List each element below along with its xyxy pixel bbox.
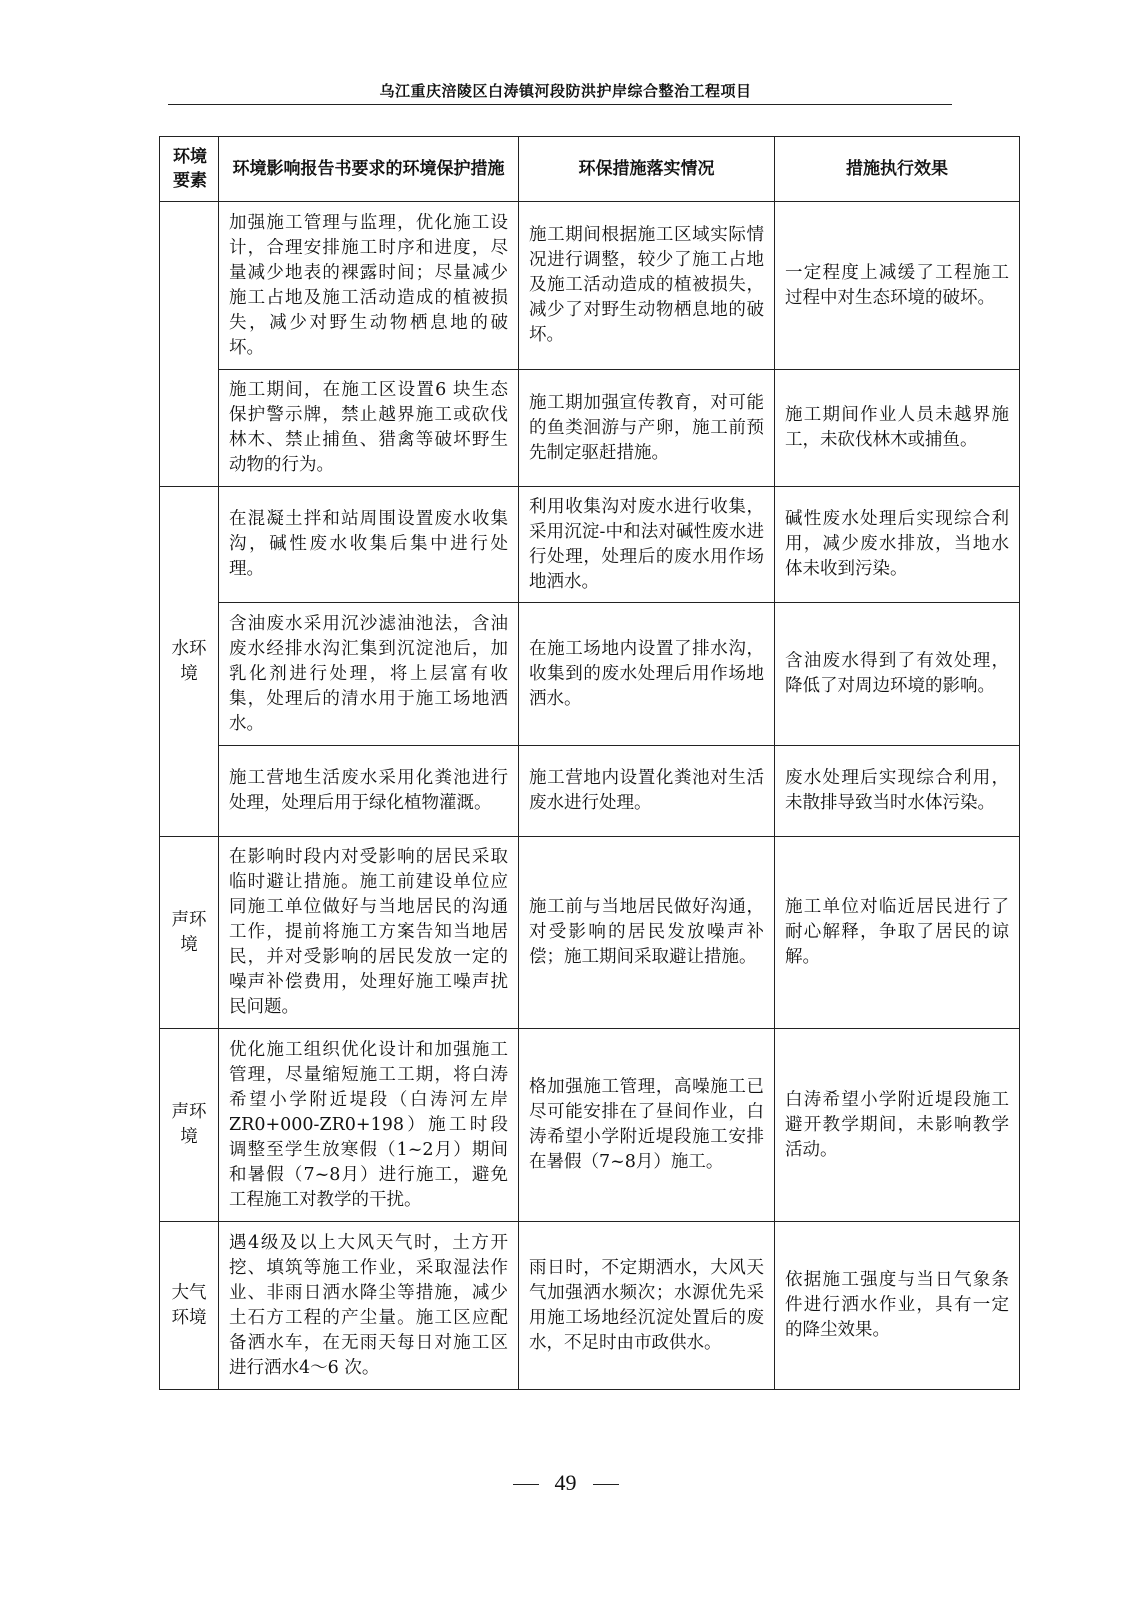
table-row <box>160 1222 1020 1390</box>
measure-cell: 加强施工管理与监理，优化施工设计，合理安排施工时序和进度，尽量减少地表的裸露时间；尽量减少施工占地及施工活动造成的植被损失，减少对野生动物栖息地的破坏。 <box>219 202 519 370</box>
effect-cell: 依据施工强度与当日气象条件进行洒水作业，具有一定的降尘效果。 <box>775 1222 1020 1390</box>
implementation-cell: 施工营地内设置化粪池对生活废水进行处理。 <box>519 746 775 837</box>
column-header-implementation: 环保措施落实情况 <box>519 137 775 202</box>
implementation-cell: 在施工场地内设置了排水沟，收集到的废水处理后用作场地洒水。 <box>519 603 775 746</box>
table-row <box>160 603 1020 746</box>
measure-cell: 在影响时段内对受影响的居民采取临时避让措施。施工前建设单位应同施工单位做好与当地居民的沟通工作，提前将施工方案告知当地居民，并对受影响的居民发放一定的噪声补偿费用，处理好施工噪声扰民问题。 <box>219 837 519 1029</box>
effect-cell: 白涛希望小学附近堤段施工避开教学期间，未影响教学活动。 <box>775 1029 1020 1222</box>
implementation-cell: 施工前与当地居民做好沟通，对受影响的居民发放噪声补偿；施工期间采取避让措施。 <box>519 837 775 1029</box>
implementation-cell: 施工期间根据施工区域实际情况进行调整，较少了施工占地及施工活动造成的植被损失，减少了对野生动物栖息地的破坏。 <box>519 202 775 370</box>
measure-cell: 在混凝土拌和站周围设置废水收集沟，碱性废水收集后集中进行处理。 <box>219 487 519 603</box>
implementation-cell: 格加强施工管理，高噪施工已尽可能安排在了昼间作业，白涛希望小学附近堤段施工安排在暑假（7~8月）施工。 <box>519 1029 775 1222</box>
page-number-dash-left <box>513 1484 539 1485</box>
table-row <box>160 202 1020 370</box>
effect-cell: 含油废水得到了有效处理，降低了对周边环境的影响。 <box>775 603 1020 746</box>
measure-cell: 遇4级及以上大风天气时，土方开挖、填筑等施工作业，采取湿法作业、非雨日洒水降尘等措施，减少土石方工程的产尘量。施工区应配备洒水车，在无雨天每日对施工区进行洒水4～6 次。 <box>219 1222 519 1390</box>
table-row <box>160 1029 1020 1222</box>
effect-cell: 一定程度上减缓了工程施工过程中对生态环境的破坏。 <box>775 202 1020 370</box>
table-row <box>160 746 1020 837</box>
category-cell: 声环境 <box>160 837 219 1029</box>
environmental-measures-table <box>159 136 1020 1390</box>
page-number <box>0 1470 1131 1496</box>
category-cell: 声环境 <box>160 1029 219 1222</box>
measure-cell: 施工期间，在施工区设置6 块生态保护警示牌，禁止越界施工或砍伐林木、禁止捕鱼、猎禽等破坏野生动物的行为。 <box>219 370 519 487</box>
column-header-required-measures: 环境影响报告书要求的环境保护措施 <box>219 137 519 202</box>
effect-cell: 施工期间作业人员未越界施工，未砍伐林木或捕鱼。 <box>775 370 1020 487</box>
document-header-title: 乌江重庆涪陵区白涛镇河段防洪护岸综合整治工程项目 <box>379 82 752 100</box>
implementation-cell: 利用收集沟对废水进行收集，采用沉淀-中和法对碱性废水进行处理，处理后的废水用作场地洒水。 <box>519 487 775 603</box>
header-divider <box>168 104 952 105</box>
implementation-cell: 雨日时，不定期洒水，大风天气加强洒水频次；水源优先采用施工场地经沉淀处置后的废水，不足时由市政供水。 <box>519 1222 775 1390</box>
effect-cell: 废水处理后实现综合利用，未散排导致当时水体污染。 <box>775 746 1020 837</box>
table-row <box>160 487 1020 603</box>
table-header-row <box>160 137 1020 202</box>
category-cell: 大气环境 <box>160 1222 219 1390</box>
table-row <box>160 837 1020 1029</box>
measure-cell: 施工营地生活废水采用化粪池进行处理，处理后用于绿化植物灌溉。 <box>219 746 519 837</box>
effect-cell: 碱性废水处理后实现综合利用，减少废水排放，当地水体未收到污染。 <box>775 487 1020 603</box>
implementation-cell: 施工期加强宣传教育，对可能的鱼类洄游与产卵，施工前预先制定驱赶措施。 <box>519 370 775 487</box>
page-number-dash-right <box>593 1484 619 1485</box>
category-cell <box>160 202 219 487</box>
page-number-value: 49 <box>554 1470 577 1495</box>
effect-cell: 施工单位对临近居民进行了耐心解释，争取了居民的谅解。 <box>775 837 1020 1029</box>
column-header-effect: 措施执行效果 <box>775 137 1020 202</box>
measure-cell: 优化施工组织优化设计和加强施工管理，尽量缩短施工工期，将白涛希望小学附近堤段（白涛河左岸ZR0+000-ZR0+198）施工时段调整至学生放寒假（1~2月）期间和暑假（7~8月）进行施工，避免工程施工对教学的干扰。 <box>219 1029 519 1222</box>
measure-cell: 含油废水采用沉沙滤油池法，含油废水经排水沟汇集到沉淀池后，加乳化剂进行处理，将上层富有收集，处理后的清水用于施工场地洒水。 <box>219 603 519 746</box>
category-cell: 水环境 <box>160 487 219 837</box>
table-row <box>160 370 1020 487</box>
column-header-category: 环境要素 <box>160 137 219 202</box>
